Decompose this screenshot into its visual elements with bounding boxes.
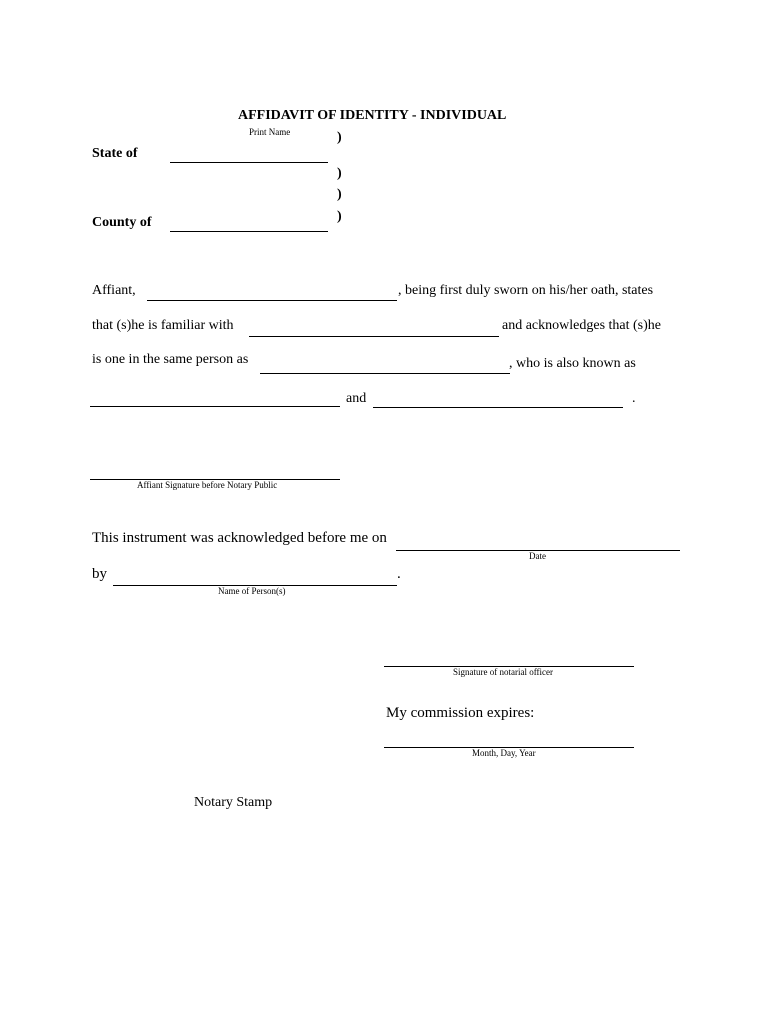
same-person-line[interactable] [260,373,510,374]
affiant-signature-caption: Affiant Signature before Notary Public [137,480,278,490]
commission-expires-label: My commission expires: [386,705,535,721]
acknowledged-text: This instrument was acknowledged before me on [92,530,387,546]
also-known-as-text: , who is also known as [509,356,636,371]
county-field-line[interactable] [170,231,328,232]
alias-2-line[interactable] [373,407,623,408]
document-title: AFFIDAVIT OF IDENTITY - INDIVIDUAL [238,108,507,123]
same-person-text: is one in the same person as [92,352,249,367]
state-field-line[interactable] [170,162,328,163]
familiar-with-line[interactable] [249,336,499,337]
county-label: County of [92,215,152,230]
affiant-label: Affiant, [92,283,136,298]
notary-stamp-label: Notary Stamp [194,795,273,810]
and-text: and [346,391,367,406]
print-name-caption: Print Name [249,127,291,137]
alias-1-line[interactable] [90,406,340,407]
by-period: . [397,566,401,582]
familiar-with-text: that (s)he is familiar with [92,318,234,333]
name-of-persons-caption: Name of Person(s) [218,586,286,596]
paren-3: ) [337,187,342,202]
affiant-name-line[interactable] [147,300,397,301]
oath-text: , being first duly sworn on his/her oath, states [398,283,654,298]
notarial-officer-caption: Signature of notarial officer [453,667,554,677]
paren-2: ) [337,166,342,181]
period-text: . [632,391,636,406]
state-label: State of [92,146,138,161]
commission-date-caption: Month, Day, Year [472,748,536,758]
paren-1: ) [337,130,342,145]
acknowledges-text: and acknowledges that (s)he [502,318,661,333]
by-label: by [92,566,107,582]
date-caption: Date [529,551,546,561]
paren-4: ) [337,209,342,224]
